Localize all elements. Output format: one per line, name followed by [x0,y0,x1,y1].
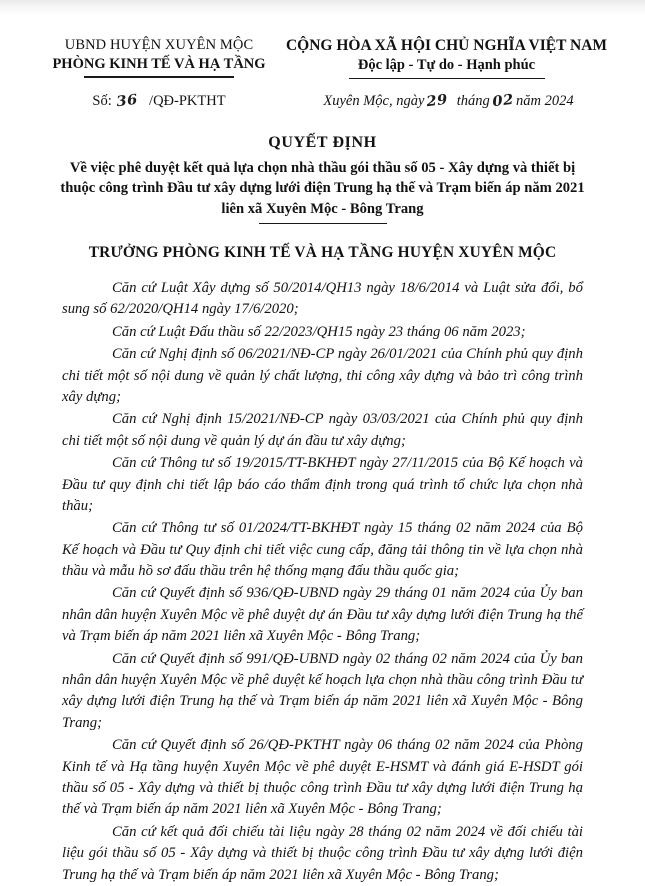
place-and-date-prefix: Xuyên Mộc, ngày [323,93,425,110]
national-motto-underline [349,78,545,80]
legal-basis-paragraph: Căn cứ Quyết định số 936/QĐ-UBND ngày 29 tháng 01 năm 2024 của Ủy ban nhân dân huyện Xuyên Mộc về phê duyệt dự án Đầu tư xây dựng lưới điện Trung hạ thế và Trạm biến áp năm 2021 liên xã Xuyên Mộc - Bông Trang; [62,585,583,645]
date-day-value: 29 [426,92,450,111]
country-name: CỘNG HÒA XÃ HỘI CHỦ NGHĨA VIỆT NAM [285,37,608,54]
document-number-block [28,93,284,110]
national-heading-block [284,36,617,79]
place-and-date-block [284,93,617,110]
date-month-value: 02 [491,92,515,111]
document-body [0,264,645,886]
document-title-block [0,110,645,224]
document-type-heading: QUYẾT ĐỊNH [268,134,377,152]
date-year-label: năm 2024 [516,93,574,110]
legal-basis-paragraph: Căn cứ Quyết định số 991/QĐ-UBND ngày 02 tháng 02 năm 2024 của Ủy ban nhân dân huyện Xuyên Mộc về phê duyệt kế hoạch lựa chọn nhà thầu công trình Đầu tư xây dựng lưới điện Trung hạ thế và Trạm biến áp năm 2021 liên xã Xuyên Mộc - Bông Trang; [62,650,583,731]
legal-basis-paragraph: Căn cứ Thông tư số 19/2015/TT-BKHĐT ngày 27/11/2015 của Bộ Kế hoạch và Đầu tư quy định chi tiết lập báo cáo thẩm định trong quá trình tổ chức lựa chọn nhà thầu; [62,455,583,514]
document-masthead [0,0,645,79]
document-number-suffix: /QĐ-PKTHT [149,93,226,110]
legal-basis-paragraph: Căn cứ Luật Xây dựng số 50/2014/QH13 ngày 18/6/2014 và Luật sửa đổi, bổ sung số 62/2020/QH14 ngày 17/6/2020; [62,280,583,318]
document-subject: Về việc phê duyệt kết quả lựa chọn nhà thầu gói thầu số 05 - Xây dựng và thiết bị thuộc công trình Đầu tư xây dựng lưới điện Trung hạ thế và Trạm biến áp năm 2021 liên xã Xuyên Mộc - Bông Trang [60,159,585,218]
legal-basis-paragraph: Căn cứ Luật Đấu thầu số 22/2023/QH15 ngày 23 tháng 06 năm 2023; [112,323,526,340]
parent-organization-name: UBND HUYỆN XUYÊN MỘC [64,37,254,53]
issuing-authority-heading: TRƯỞNG PHÒNG KINH TẾ VÀ HẠ TẦNG HUYỆN XUYÊN MỘC [88,244,557,262]
document-number-value: 36 [115,92,139,111]
issuing-organization-block [28,36,284,78]
issuing-department-name: PHÒNG KINH TẾ VÀ HẠ TẦNG [52,56,266,73]
organization-underline [84,76,234,78]
legal-basis-paragraph: Căn cứ Quyết định số 26/QĐ-PKTHT ngày 06 tháng 02 năm 2024 của Phòng Kinh tế và Hạ tầng huyện Xuyên Mộc về phê duyệt E-HSMT và đánh giá E-HSDT gói thầu số 05 - Xây dựng và thiết bị thuộc công trình Đầu tư xây dựng lưới điện Trung hạ thế và Trạm biến áp năm 2021 liên xã Xuyên Mộc - Bông Trang; [62,737,583,818]
national-motto: Độc lập - Tự do - Hạnh phúc [357,57,536,74]
legal-basis-paragraph: Căn cứ Thông tư số 01/2024/TT-BKHĐT ngày 15 tháng 02 năm 2024 của Bộ Kế hoạch và Đầu tư Quy định chi tiết việc cung cấp, đăng tải thông tin về lựa chọn nhà thầu và mẫu hồ sơ đấu thầu trên hệ thống mạng đấu thầu quốc gia; [62,520,583,580]
document-number-label: Số: [92,93,112,110]
legal-basis-paragraph: Căn cứ Nghị định số 06/2021/NĐ-CP ngày 26/01/2021 của Chính phủ quy định chi tiết một số nội dung về quản lý chất lượng, thi công xây dựng và bảo trì công trình xây dựng; [62,346,583,405]
date-month-label: tháng [456,93,490,110]
legal-basis-paragraph: Căn cứ Nghị định 15/2021/NĐ-CP ngày 03/03/2021 của Chính phủ quy định chi tiết một số nội dung về quản lý dự án đầu tư xây dựng; [62,411,583,449]
legal-basis-paragraph: Căn cứ kết quả đối chiếu tài liệu ngày 28 tháng 02 năm 2024 về đối chiếu tài liệu gói thầu số 05 - Xây dựng và thiết bị thuộc công trình Đầu tư xây dựng lưới điện Trung hạ thế và Trạm biến áp năm 2021 liên xã Xuyên Mộc - Bông Trang; [62,823,583,883]
number-and-date-row [0,79,645,110]
